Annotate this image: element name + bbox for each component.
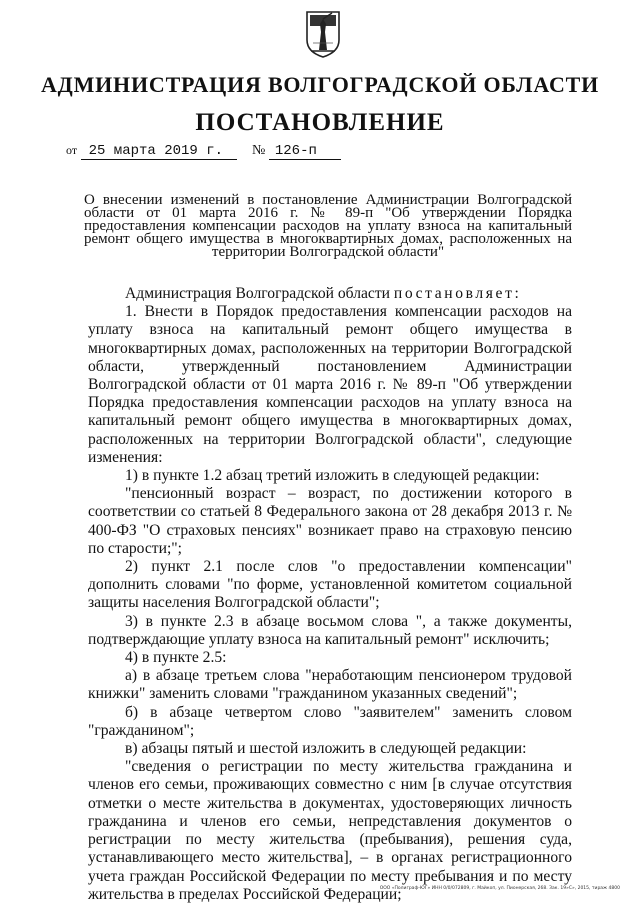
document-date: 25 марта 2019 г.: [81, 143, 237, 160]
paragraph-8: б) в абзаце четвертом слово "заявителем" заменить словом "гражданином";: [88, 703, 572, 739]
document-number: 126-п: [269, 143, 341, 160]
document-body: [88, 285, 572, 904]
paragraph-1: 1. Внести в Порядок предоставления компенсации расходов на уплату взноса на капитальный ремонт общего имущества в многоквартирных домах, расположенных на территории Волгоградской области, утвержденный постановлением Администрации Волгоградской области от 01 марта 2016 г. № 89-п "Об утверждении Порядка предоставления компенсации расходов на уплату взноса на капитальный ремонт общего имущества в многоквартирных домах, расположенных на территории Волгоградской области", следующие изменения:: [88, 303, 572, 466]
paragraph-3: "пенсионный возраст – возраст, по достижении которого в соответствии со статьей 8 Федерального закона от 28 декабря 2013 г. № 400-ФЗ "О страховых пенсиях" возникает право на страховую пенсию по старости;";: [88, 485, 572, 557]
organization-name: АДМИНИСТРАЦИЯ ВОЛГОГРАДСКОЙ ОБЛАСТИ: [40, 72, 600, 97]
paragraph-5: 3) в пункте 2.3 в абзаце восьмом слова ", а также документы, подтверждающие уплату взноса на капитальный ремонт" исключить;: [88, 612, 572, 648]
intro-paragraph: [88, 285, 572, 303]
printer-footer: ООО «Полиграф-ЮГ» ИНН 0/0/072809, г. Майкоп, ул. Пионерская, 268. Зак. 19»С», 2015, тираж 4800: [379, 886, 620, 891]
document-subject: О внесении изменений в постановление Администрации Волгоградской области от 01 марта 2016 г. № 89-п "Об утверждении Порядка предоставления компенсации расходов на уплату взноса на капитальный ремонт общего имущества в многоквартирных домах, расположенных на территории Волгоградской области": [84, 192, 572, 260]
paragraph-7: а) в абзаце третьем слова "неработающим пенсионером трудовой книжки" заменить словами "гражданином указанных сведений";: [88, 667, 572, 703]
number-prefix: №: [252, 143, 266, 158]
volgograd-coat-of-arms-icon: [305, 10, 341, 58]
paragraph-6: 4) в пункте 2.5:: [125, 649, 227, 667]
paragraph-4: 2) пункт 2.1 после слов "о предоставлении компенсации" дополнить словами "по форме, установленной комитетом социальной защиты населения Волгоградской области";: [88, 558, 572, 612]
date-prefix: от: [66, 143, 78, 157]
paragraph-2: 1) в пункте 1.2 абзац третий изложить в следующей редакции:: [125, 467, 540, 485]
paragraph-9: в) абзацы пятый и шестой изложить в следующей редакции:: [125, 740, 527, 758]
date-number-line: [66, 143, 341, 160]
document-type-title: ПОСТАНОВЛЕНИЕ: [195, 109, 445, 136]
intro-text: Администрация Волгоградской области: [125, 285, 391, 302]
intro-verb: постановляет:: [393, 285, 522, 302]
paragraph-10: "сведения о регистрации по месту жительства гражданина и членов его семьи, проживающих совместно с ним [в случае отсутствия отметки о месте жительства в документах, удостоверяющих личность гражданина и членов его семьи, непредставления документов о регистрации по месту жительства (пребывания), решения суда, устанавливающего место жительства], – в органах регистрационного учета граждан Российской Федерации по месту пребывания и по месту жительства в пределах Российской Федерации;: [88, 758, 572, 903]
